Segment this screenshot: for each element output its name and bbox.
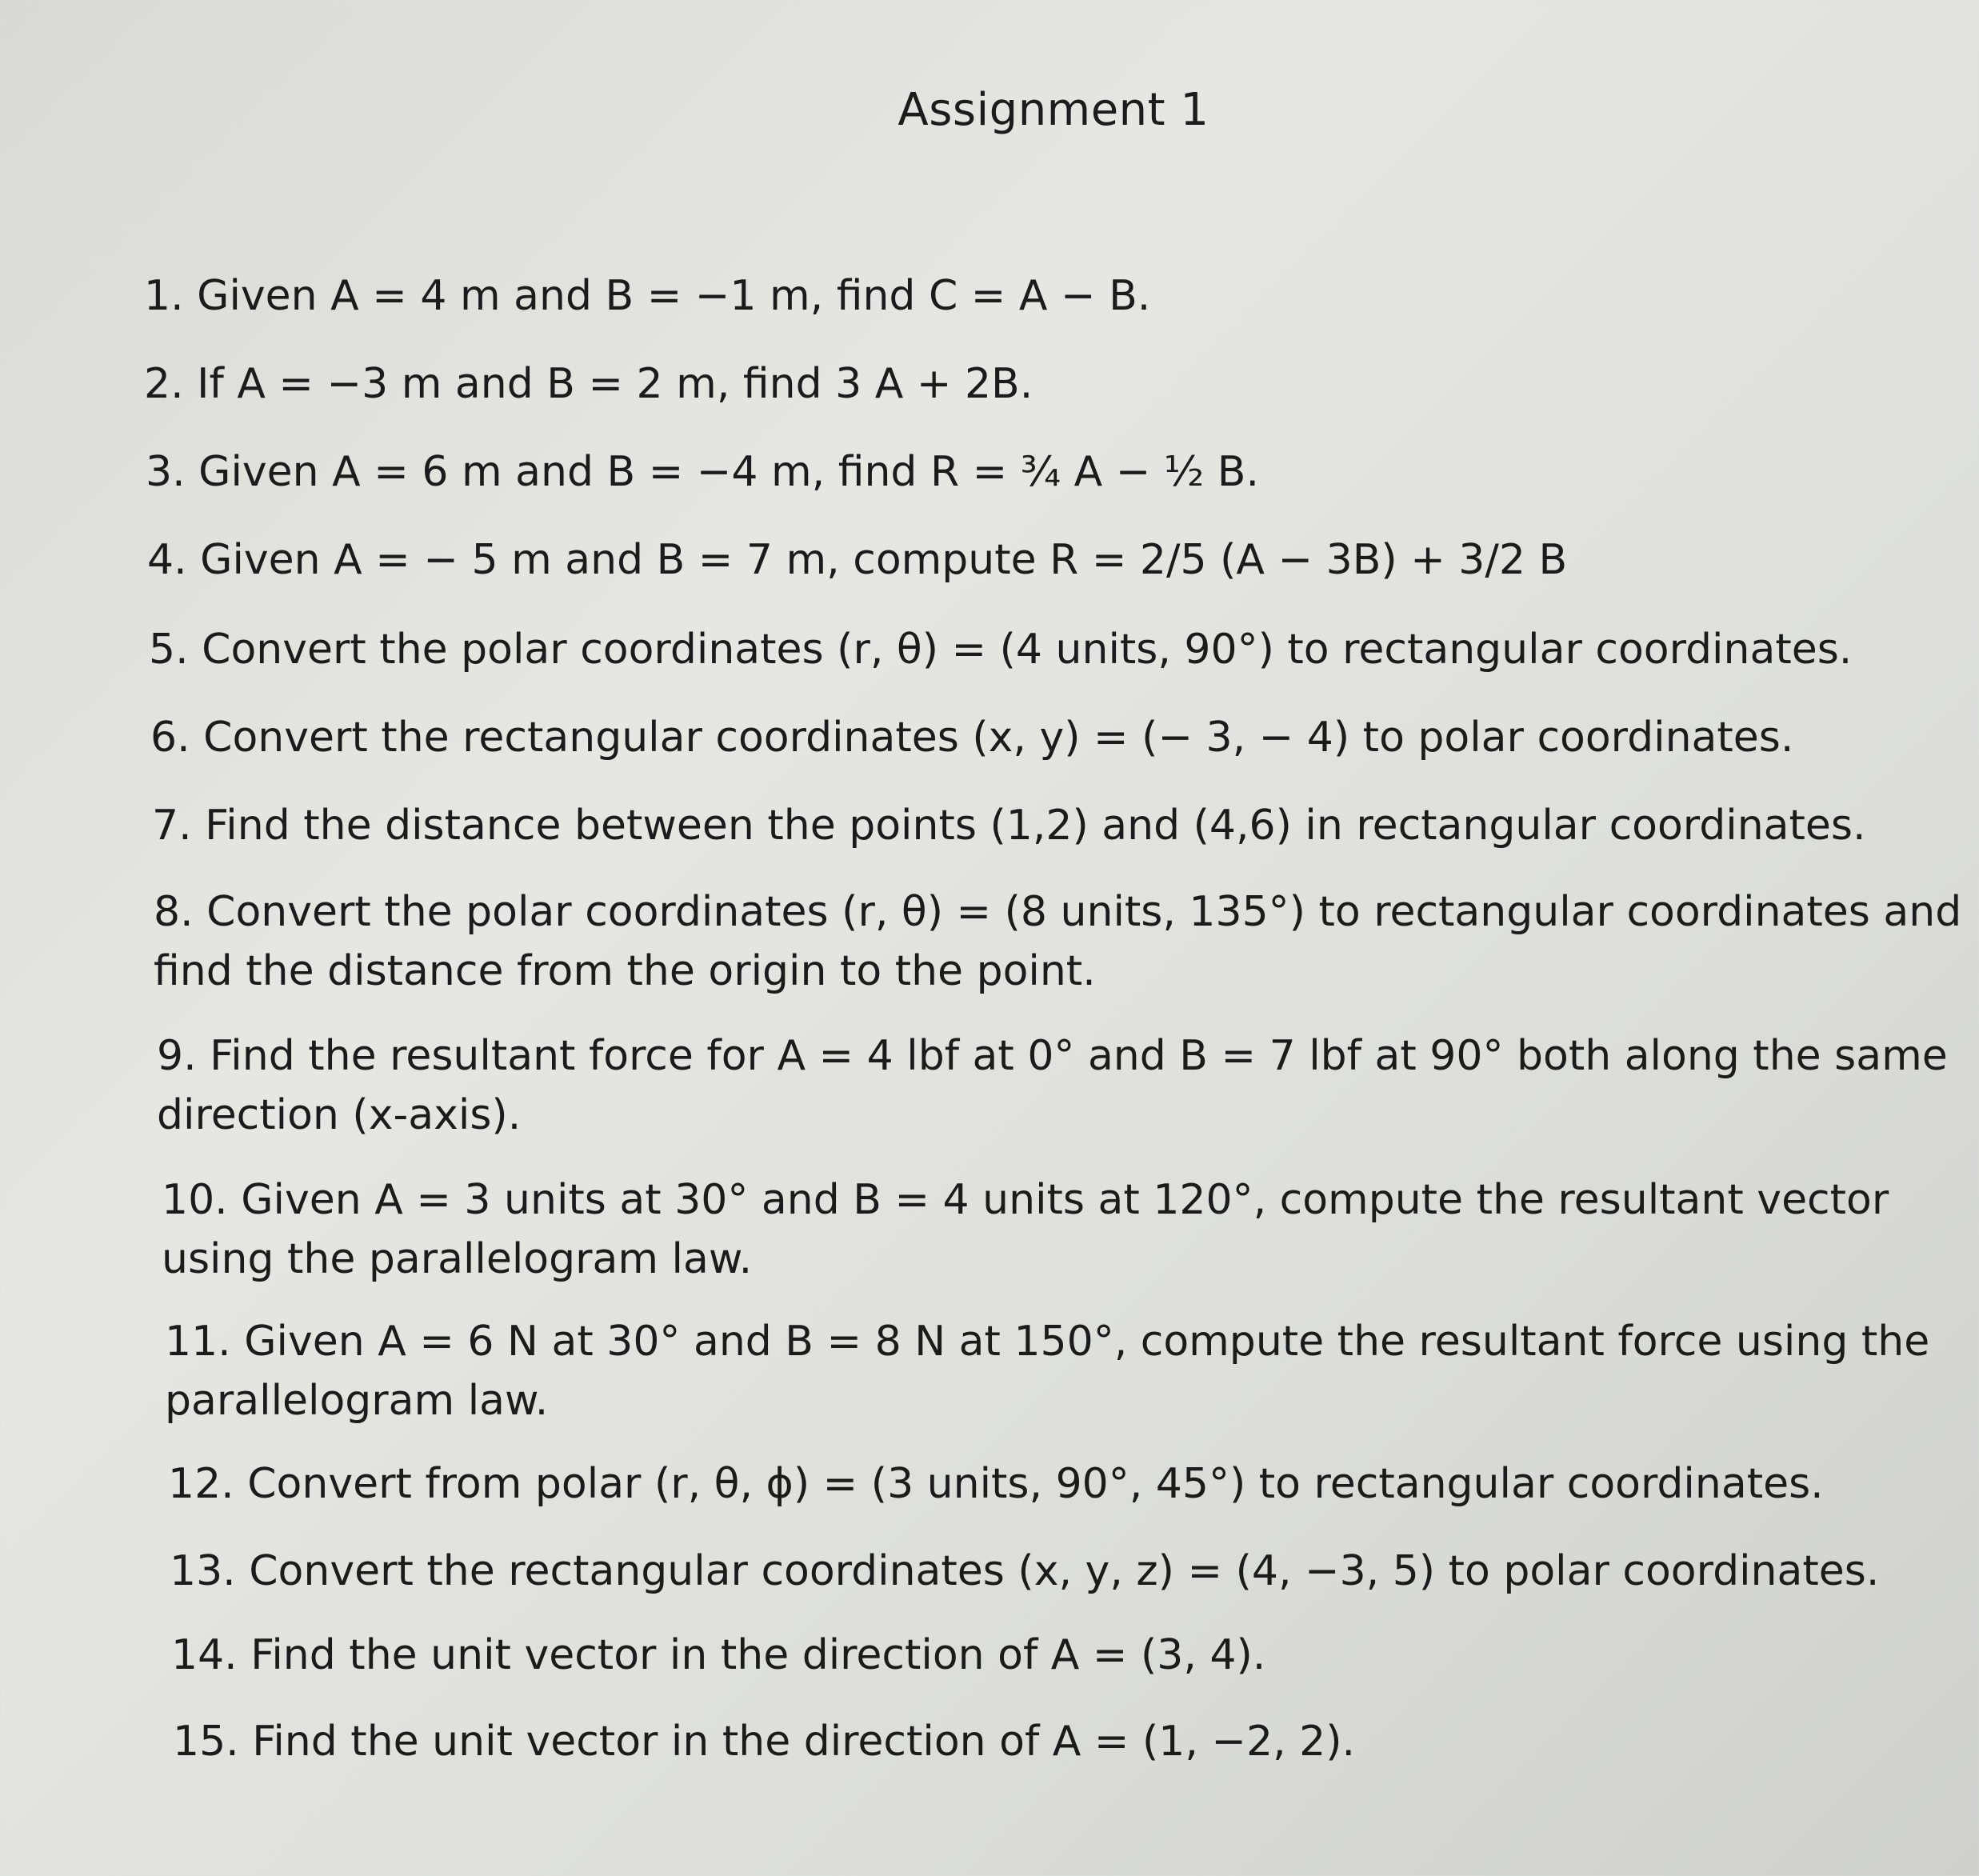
question-number: 8. (154, 888, 194, 936)
question-number: 13. (170, 1547, 236, 1595)
question-11 (165, 1312, 1929, 1430)
question-3 (146, 442, 1259, 502)
question-number: 15. (173, 1718, 239, 1766)
question-text-line-2: find the distance from the origin to the point. (154, 947, 1096, 995)
question-number: 6. (150, 714, 190, 762)
question-text-line-2: direction (x-axis). (157, 1091, 522, 1139)
question-text: Given A = 4 m and B = −1 m, find C = A − B. (197, 272, 1151, 320)
question-text: Convert the rectangular coordinates (x, y, z) = (4, −3, 5) to polar coordinates. (249, 1547, 1880, 1595)
question-text: Given A = 6 m and B = −4 m, find R = ¾ A − ½ B. (198, 448, 1259, 496)
question-text: Find the unit vector in the direction of A = (1, −2, 2). (252, 1718, 1356, 1766)
question-text: Given A = − 5 m and B = 7 m, compute R = 2/5 (A − 3B) + 3/2 B (200, 536, 1568, 584)
question-4 (147, 530, 1567, 590)
page-title: Assignment 1 (898, 84, 1209, 136)
question-text: If A = −3 m and B = 2 m, find 3 A + 2B. (197, 360, 1033, 408)
question-number: 7. (152, 802, 192, 850)
question-number: 5. (149, 626, 189, 674)
question-text: Find the unit vector in the direction of A = (3, 4). (250, 1631, 1266, 1679)
question-text: Find the distance between the points (1,2) and (4,6) in rectangular coordinates. (205, 802, 1866, 850)
question-number: 11. (165, 1318, 231, 1366)
question-5 (149, 620, 1852, 679)
question-2 (144, 354, 1033, 414)
question-number: 2. (144, 360, 184, 408)
question-1 (144, 266, 1150, 326)
question-10 (162, 1170, 1889, 1289)
question-7 (152, 796, 1866, 855)
question-text-line-2: using the parallelogram law. (162, 1235, 753, 1283)
question-number: 3. (146, 448, 186, 496)
question-number: 12. (168, 1460, 234, 1508)
question-12 (168, 1454, 1824, 1514)
question-6 (150, 708, 1793, 767)
question-13 (170, 1542, 1879, 1601)
question-text: Convert from polar (r, θ, ϕ) = (3 units, 90°, 45°) to rectangular coordinates. (247, 1460, 1824, 1508)
question-14 (171, 1626, 1265, 1685)
question-8 (154, 882, 1961, 1001)
question-number: 10. (162, 1176, 228, 1224)
question-text-line-1: Given A = 6 N at 30° and B = 8 N at 150°, compute the resultant force using the (244, 1318, 1930, 1366)
question-text: Convert the rectangular coordinates (x, y) = (− 3, − 4) to polar coordinates. (203, 714, 1794, 762)
question-text-line-1: Find the resultant force for A = 4 lbf at 0° and B = 7 lbf at 90° both along the same (210, 1032, 1948, 1080)
question-number: 14. (171, 1631, 238, 1679)
question-number: 9. (157, 1032, 197, 1080)
question-text-line-1: Given A = 3 units at 30° and B = 4 units at 120°, compute the resultant vector (241, 1176, 1889, 1224)
question-text-line-2: parallelogram law. (165, 1377, 549, 1425)
question-15 (173, 1712, 1355, 1771)
question-number: 1. (144, 272, 184, 320)
question-text-line-1: Convert the polar coordinates (r, θ) = (8 units, 135°) to rectangular coordinates and (206, 888, 1962, 936)
question-9 (157, 1026, 1948, 1145)
question-number: 4. (147, 536, 187, 584)
question-text: Convert the polar coordinates (r, θ) = (4 units, 90°) to rectangular coordinates. (202, 626, 1853, 674)
